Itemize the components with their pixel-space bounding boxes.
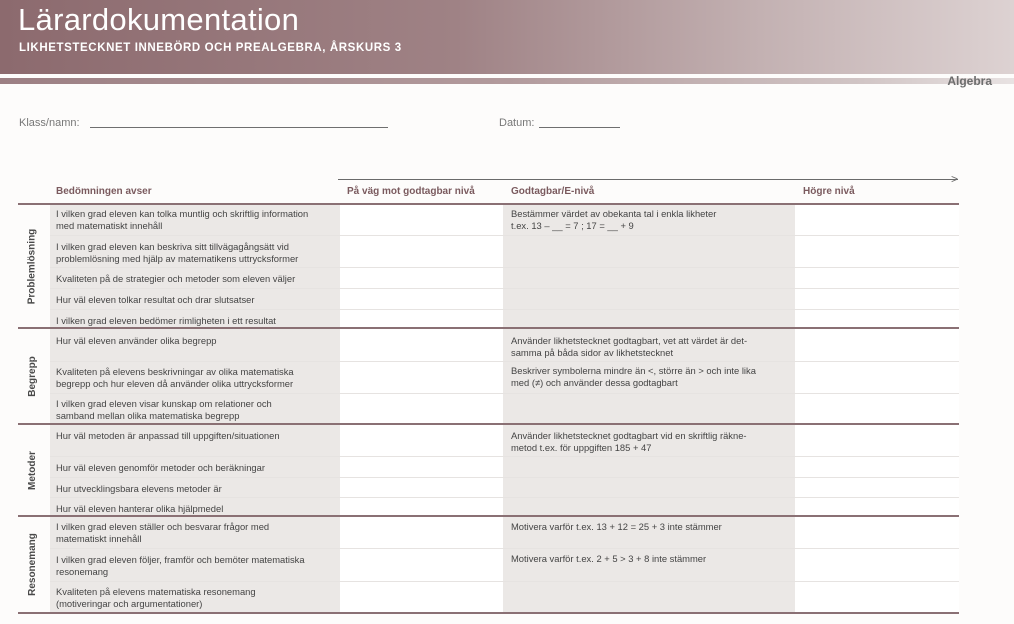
criterion-cell: Hur väl eleven hanterar olika hjälpmedel (56, 503, 224, 514)
row-divider (50, 581, 959, 582)
group-divider (18, 423, 959, 425)
page-header (0, 0, 1014, 74)
criterion-cell: Kvaliteten på elevens beskrivningar av olika matematiska begrepp och hur eleven då använder olika uttrycksformer (56, 366, 294, 389)
date-field[interactable] (539, 127, 620, 128)
row-divider (50, 497, 959, 498)
criterion-cell: Kvaliteten på elevens matematiska resonemang (motiveringar och argumentationer) (56, 586, 256, 609)
e-level-cell: Motivera varför t.ex. 2 + 5 > 3 + 8 inte stämmer (511, 553, 707, 564)
row-divider (50, 477, 959, 478)
criterion-cell: Hur utvecklingsbara elevens metoder är (56, 483, 222, 494)
table-top-rule (18, 203, 959, 205)
arrow-head-icon: > (951, 172, 959, 186)
criterion-cell: I vilken grad eleven ställer och besvarar frågor med matematiskt innehåll (56, 521, 270, 544)
criterion-cell: I vilken grad eleven följer, framför och bemöter matematiska resonemang (56, 554, 305, 577)
criterion-cell: Kvaliteten på de strategier och metoder som eleven väljer (56, 273, 296, 284)
group-label-metoder: Metoder (26, 450, 38, 490)
table-bottom-rule (18, 612, 959, 614)
page-title: Lärardokumentation (18, 2, 300, 37)
e-level-cell: Motivera varför t.ex. 13 + 12 = 25 + 3 inte stämmer (511, 521, 722, 532)
row-divider (50, 288, 959, 289)
topic-label: Algebra (947, 74, 992, 88)
criterion-cell: Hur väl eleven genomför metoder och beräkningar (56, 462, 265, 473)
row-divider (50, 393, 959, 394)
group-label-begrepp: Begrepp (26, 355, 38, 397)
name-field[interactable] (90, 127, 388, 128)
column-header-toward: På väg mot godtagbar nivå (347, 186, 475, 197)
group-label-resonemang: Resonemang (26, 533, 38, 596)
column-header-criteria: Bedömningen avser (56, 186, 152, 197)
name-field-label: Klass/namn: (19, 117, 80, 129)
group-divider (18, 327, 959, 329)
higher-column (795, 204, 959, 612)
row-divider (50, 235, 959, 236)
date-field-label: Datum: (499, 117, 535, 129)
row-divider (50, 456, 959, 457)
toward-column (340, 204, 503, 612)
criterion-cell: I vilken grad eleven visar kunskap om relationer och samband mellan olika matematiska begrepp (56, 398, 272, 421)
criterion-cell: I vilken grad eleven kan tolka muntlig och skriftlig information med matematiskt innehåll (56, 208, 309, 231)
criterion-cell: Hur väl eleven tolkar resultat och drar slutsatser (56, 294, 255, 305)
row-divider (50, 361, 959, 362)
group-divider (18, 515, 959, 517)
header-stripe (0, 78, 1014, 84)
criterion-cell: I vilken grad eleven kan beskriva sitt tillvägagångsätt vid problemlösning med hjälp av matematikens uttrycksformer (56, 241, 299, 264)
row-divider (50, 309, 959, 310)
column-header-approved: Godtagbar/E-nivå (511, 186, 595, 197)
column-header-higher: Högre nivå (803, 186, 855, 197)
row-divider (50, 267, 959, 268)
criterion-cell: Hur väl eleven använder olika begrepp (56, 335, 217, 346)
criterion-cell: Hur väl metoden är anpassad till uppgiften/situationen (56, 430, 280, 441)
level-scale-arrow (338, 179, 958, 180)
approved-column (503, 204, 795, 612)
e-level-cell: Beskriver symbolerna mindre än <, större än > och inte lika med (≠) och använder dessa godtagbart (511, 365, 756, 388)
e-level-cell: Använder likhetstecknet godtagbart, vet att värdet är det- samma på båda sidor av likhetstecknet (511, 335, 748, 358)
group-label-problemlosning: Problemlösning (26, 228, 38, 304)
e-level-cell: Bestämmer värdet av obekanta tal i enkla likheter t.ex. 13 – __ = 7 ; 17 = __ + 9 (511, 208, 717, 231)
criterion-cell: I vilken grad eleven bedömer rimligheten i ett resultat (56, 315, 276, 326)
e-level-cell: Använder likhetstecknet godtagbart vid en skriftlig räkne- metod t.ex. för uppgiften 185 + 47 (511, 430, 747, 453)
row-divider (50, 548, 959, 549)
page-subtitle: LIKHETSTECKNET INNEBÖRD OCH PREALGEBRA, ÅRSKURS 3 (19, 42, 402, 54)
